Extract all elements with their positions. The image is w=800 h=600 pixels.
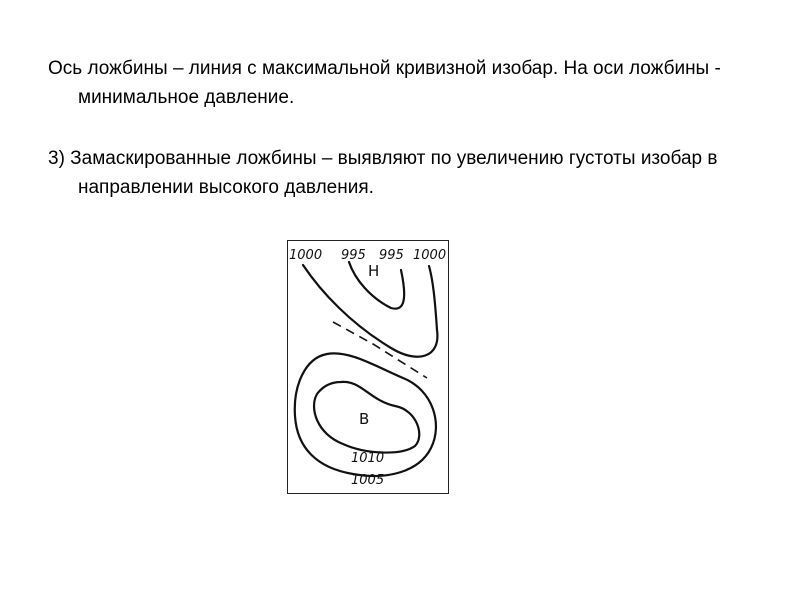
isobar-label-1000-right: 1000 [413,248,447,263]
trough-axis-text: Ось ложбины – линия с максимальной кривизной изобар. На оси ложбины - минимальное давление. [48,58,721,108]
low-pressure-symbol: Н [368,262,380,280]
isobar-label-995-left: 995 [341,248,366,263]
masked-trough-text: 3) Замаскированные ложбины – выявляют по увеличению густоты изобар в направлении высокого давления. [48,148,718,198]
isobar-label-1000-left: 1000 [289,248,323,263]
high-pressure-symbol: В [359,410,370,428]
isobar-diagram [287,240,449,494]
isobar-svg [287,240,449,494]
isobar-label-995-right: 995 [379,248,404,263]
isobar-label-1010: 1010 [351,451,385,466]
isobar-label-1005: 1005 [351,473,385,488]
